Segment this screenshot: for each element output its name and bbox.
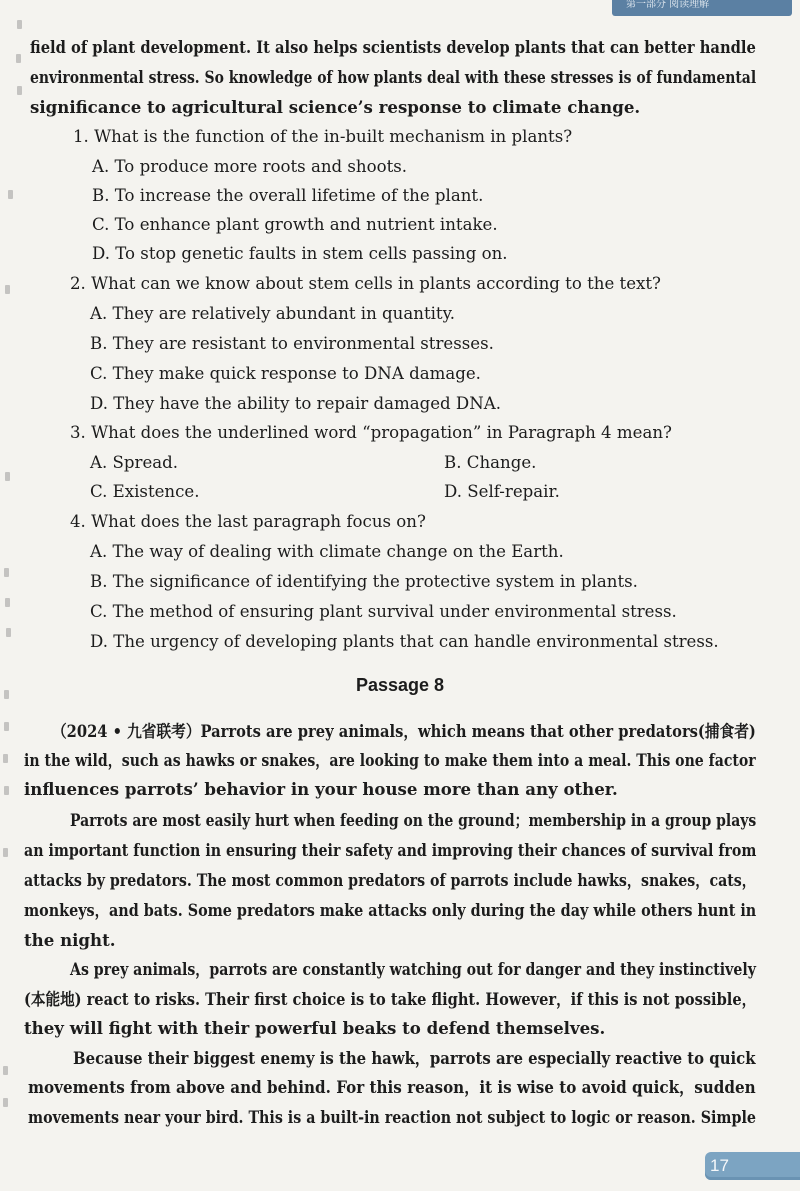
answer-option: D. The urgency of developing plants that can handle environmental stress.: [90, 632, 719, 651]
answer-option: D. They have the ability to repair damaged DNA.: [90, 394, 502, 413]
margin-mark: [3, 1098, 8, 1107]
margin-mark: [3, 848, 8, 857]
answer-option: B. Change.: [444, 453, 537, 472]
answer-option: A. The way of dealing with climate change on the Earth.: [90, 542, 564, 561]
passage-line: they will fight with their powerful beaks to defend themselves.: [24, 1018, 606, 1038]
page-number: 17: [710, 1156, 729, 1175]
margin-mark: [8, 190, 13, 199]
passage-line: influences parrots’ behavior in your house more than any other.: [24, 779, 618, 799]
answer-option: D. To stop genetic faults in stem cells passing on.: [92, 244, 508, 263]
answer-option: B. To increase the overall lifetime of the plant.: [92, 186, 484, 205]
left-margin-marks: [0, 0, 20, 1191]
passage-line: (本能地) react to risks. Their first choice is to take flight. However，if this is not possible，: [24, 989, 757, 1009]
question-stem: 4. What does the last paragraph focus on?: [70, 512, 426, 531]
margin-mark: [5, 285, 10, 294]
margin-mark: [3, 754, 8, 763]
margin-mark: [17, 86, 22, 95]
question-stem: 2. What can we know about stem cells in plants according to the text?: [70, 274, 661, 293]
margin-mark: [3, 1066, 8, 1075]
answer-option: C. Existence.: [90, 482, 200, 501]
margin-mark: [17, 20, 22, 29]
passage-line: an important function in ensuring their safety and improving their chances of survival from: [24, 840, 757, 860]
passage-title: Passage 8: [355, 675, 445, 695]
question-stem: 1. What is the function of the in-built mechanism in plants?: [73, 127, 573, 146]
passage-line: Parrots are most easily hurt when feeding on the ground；membership in a group plays: [70, 810, 757, 830]
answer-option: C. To enhance plant growth and nutrient intake.: [92, 215, 498, 234]
answer-option: C. They make quick response to DNA damage.: [90, 364, 481, 383]
passage-line: As prey animals，parrots are constantly watching out for danger and they instinctively: [70, 959, 756, 979]
passage-line: （2024 • 九省联考）Parrots are prey animals，which means that other predators(捕食者): [52, 721, 756, 741]
margin-mark: [4, 722, 9, 731]
passage-line: Because their biggest enemy is the hawk，parrots are especially reactive to quick: [73, 1048, 756, 1068]
answer-option: A. To produce more roots and shoots.: [92, 157, 408, 176]
passage-line: the night.: [24, 930, 116, 950]
passage-line: movements from above and behind. For this reason，it is wise to avoid quick，sudden: [28, 1077, 756, 1097]
section-header-label: 第一部分 阅读理解: [626, 0, 710, 10]
answer-option: B. They are resistant to environmental stresses.: [90, 334, 494, 353]
passage-line: environmental stress. So knowledge of how plants deal with these stresses is of fundamental: [30, 67, 757, 87]
margin-mark: [4, 568, 9, 577]
passage-line: movements near your bird. This is a built-in reaction not subject to logic or reason. Simple: [28, 1107, 756, 1127]
margin-mark: [5, 598, 10, 607]
answer-option: C. The method of ensuring plant survival under environmental stress.: [90, 602, 677, 621]
passage-line: in the wild，such as hawks or snakes，are looking to make them into a meal. This one factor: [24, 750, 756, 770]
answer-option: A. They are relatively abundant in quantity.: [90, 304, 456, 323]
margin-mark: [16, 54, 21, 63]
margin-mark: [4, 786, 9, 795]
passage-line: attacks by predators. The most common predators of parrots include hawks，snakes，cats，: [24, 870, 756, 890]
passage-line: monkeys，and bats. Some predators make attacks only during the day while others hunt in: [24, 900, 757, 920]
passage-line: significance to agricultural science’s response to climate change.: [30, 97, 641, 117]
margin-mark: [5, 472, 10, 481]
margin-mark: [6, 628, 11, 637]
answer-option: D. Self-repair.: [444, 482, 560, 501]
section-header-tab: [612, 0, 792, 16]
passage-line: field of plant development. It also helps scientists develop plants that can better handle: [30, 37, 756, 57]
answer-option: B. The significance of identifying the protective system in plants.: [90, 572, 638, 591]
question-stem: 3. What does the underlined word “propagation” in Paragraph 4 mean?: [70, 423, 672, 442]
answer-option: A. Spread.: [90, 453, 179, 472]
